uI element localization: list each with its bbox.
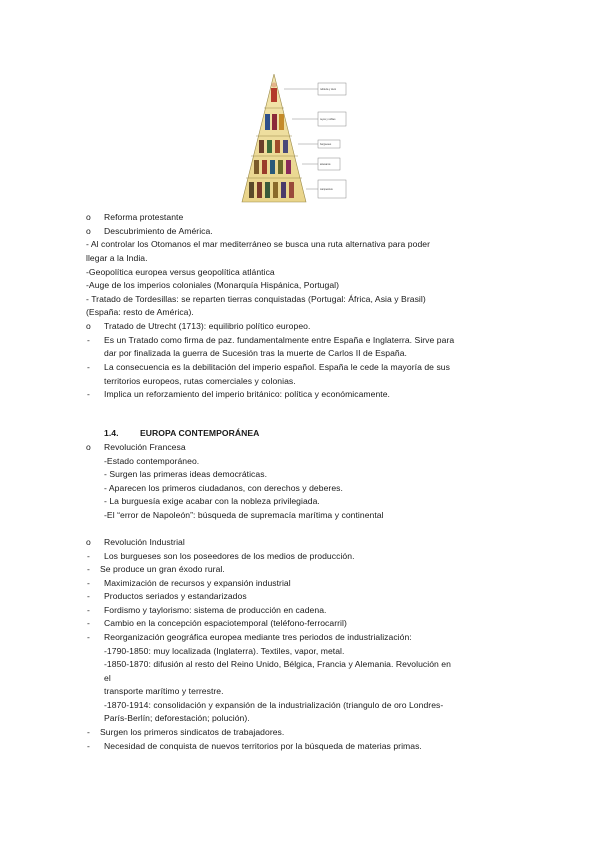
list-item: Los burgueses son los poseedores de los medios de producción. — [104, 551, 355, 561]
list-item-cont: dar por finalizada la guerra de Sucesión tras la muerte de Carlos II de España. — [104, 348, 407, 358]
list-item: Maximización de recursos y expansión industrial — [104, 578, 291, 588]
list-dash: - — [87, 362, 90, 372]
list-item: Revolución Industrial — [104, 537, 185, 547]
text-line: -Geopolítica europea versus geopolítica atlántica — [86, 267, 275, 277]
list-dash: - — [87, 578, 90, 588]
text-line: - Surgen las primeras ideas democráticas. — [104, 469, 268, 479]
text-line: -1850-1870: difusión al resto del Reino Unido, Bélgica, Francia y Alemania. Revolución en — [104, 659, 451, 669]
pyramid-label: burgueses — [320, 143, 332, 146]
pyramid-label: artesanos — [320, 163, 331, 166]
text-line: -El “error de Napoleón”: búsqueda de supremacía marítima y continental — [104, 510, 384, 520]
text-line: - Al controlar los Otomanos el mar mediterráneo se busca una ruta alternativa para poder — [86, 239, 431, 249]
list-dash: - — [87, 605, 90, 615]
list-dash: - — [87, 618, 90, 628]
list-item: Reorganización geográfica europea mediante tres periodos de industrialización: — [104, 632, 412, 642]
text-line: - La burguesía exige acabar con la nobleza privilegiada. — [104, 496, 320, 506]
list-item: Revolución Francesa — [104, 442, 186, 452]
list-item: Cambio en la concepción espaciotemporal (teléfono-ferrocarril) — [104, 618, 347, 628]
list-bullet: o — [86, 226, 91, 236]
text-line: (España: resto de América). — [86, 307, 194, 317]
list-dash: - — [87, 551, 90, 561]
list-item: Descubrimiento de América. — [104, 226, 213, 236]
list-dash: - — [87, 727, 90, 737]
social-pyramid-illustration — [238, 74, 368, 207]
list-bullet: o — [86, 212, 91, 222]
list-dash: - — [87, 335, 90, 345]
pyramid-label: reyes y nobles — [320, 118, 336, 121]
text-line: - Tratado de Tordesillas: se reparten tierras conquistadas (Portugal: África, Asia y Brasil) — [86, 294, 426, 304]
list-bullet: o — [86, 442, 91, 452]
text-line: París-Berlín; deforestación; polución). — [104, 713, 250, 723]
list-item: Se produce un gran éxodo rural. — [100, 564, 225, 574]
text-line: llegar a la India. — [86, 253, 148, 263]
list-dash: - — [87, 389, 90, 399]
list-dash: - — [87, 591, 90, 601]
text-line: -Auge de los imperios coloniales (Monarquía Hispánica, Portugal) — [86, 280, 340, 290]
text-line: el — [104, 673, 111, 683]
list-item: Productos seriados y estandarizados — [104, 591, 247, 601]
list-item: La consecuencia es la debilitación del imperio español. España le cede la mayoría de sus — [104, 362, 450, 372]
pyramid-label: nobleza y clero — [320, 88, 337, 91]
list-dash: - — [87, 632, 90, 642]
list-bullet: o — [86, 537, 91, 547]
list-dash: - — [87, 564, 90, 574]
text-line: -1870-1914: consolidación y expansión de la industrialización (triangulo de oro Londres- — [104, 700, 444, 710]
heading-number: 1.4. — [104, 428, 119, 438]
text-line: - Aparecen los primeros ciudadanos, con derechos y deberes. — [104, 483, 343, 493]
list-item: Implica un reforzamiento del imperio británico: política y económicamente. — [104, 389, 390, 399]
list-item: Necesidad de conquista de nuevos territorios por la búsqueda de materias primas. — [104, 741, 422, 751]
text-line: -1790-1850: muy localizada (Inglaterra). Textiles, vapor, metal. — [104, 646, 345, 656]
list-item-cont: territorios europeos, rutas comerciales y colonias. — [104, 376, 296, 386]
pyramid-label: campesinos — [320, 188, 333, 191]
list-item: Fordismo y taylorismo: sistema de producción en cadena. — [104, 605, 327, 615]
list-item: Surgen los primeros sindicatos de trabajadores. — [100, 727, 285, 737]
text-line: transporte marítimo y terrestre. — [104, 686, 224, 696]
list-item: Es un Tratado como firma de paz. fundamentalmente entre España e Inglaterra. Sirve para — [104, 335, 455, 345]
list-dash: - — [87, 741, 90, 751]
list-bullet: o — [86, 321, 91, 331]
list-item: Tratado de Utrecht (1713): equilibrio político europeo. — [104, 321, 311, 331]
text-line: -Estado contemporáneo. — [104, 456, 200, 466]
list-item: Reforma protestante — [104, 212, 184, 222]
heading-title: EUROPA CONTEMPORÁNEA — [140, 428, 260, 438]
